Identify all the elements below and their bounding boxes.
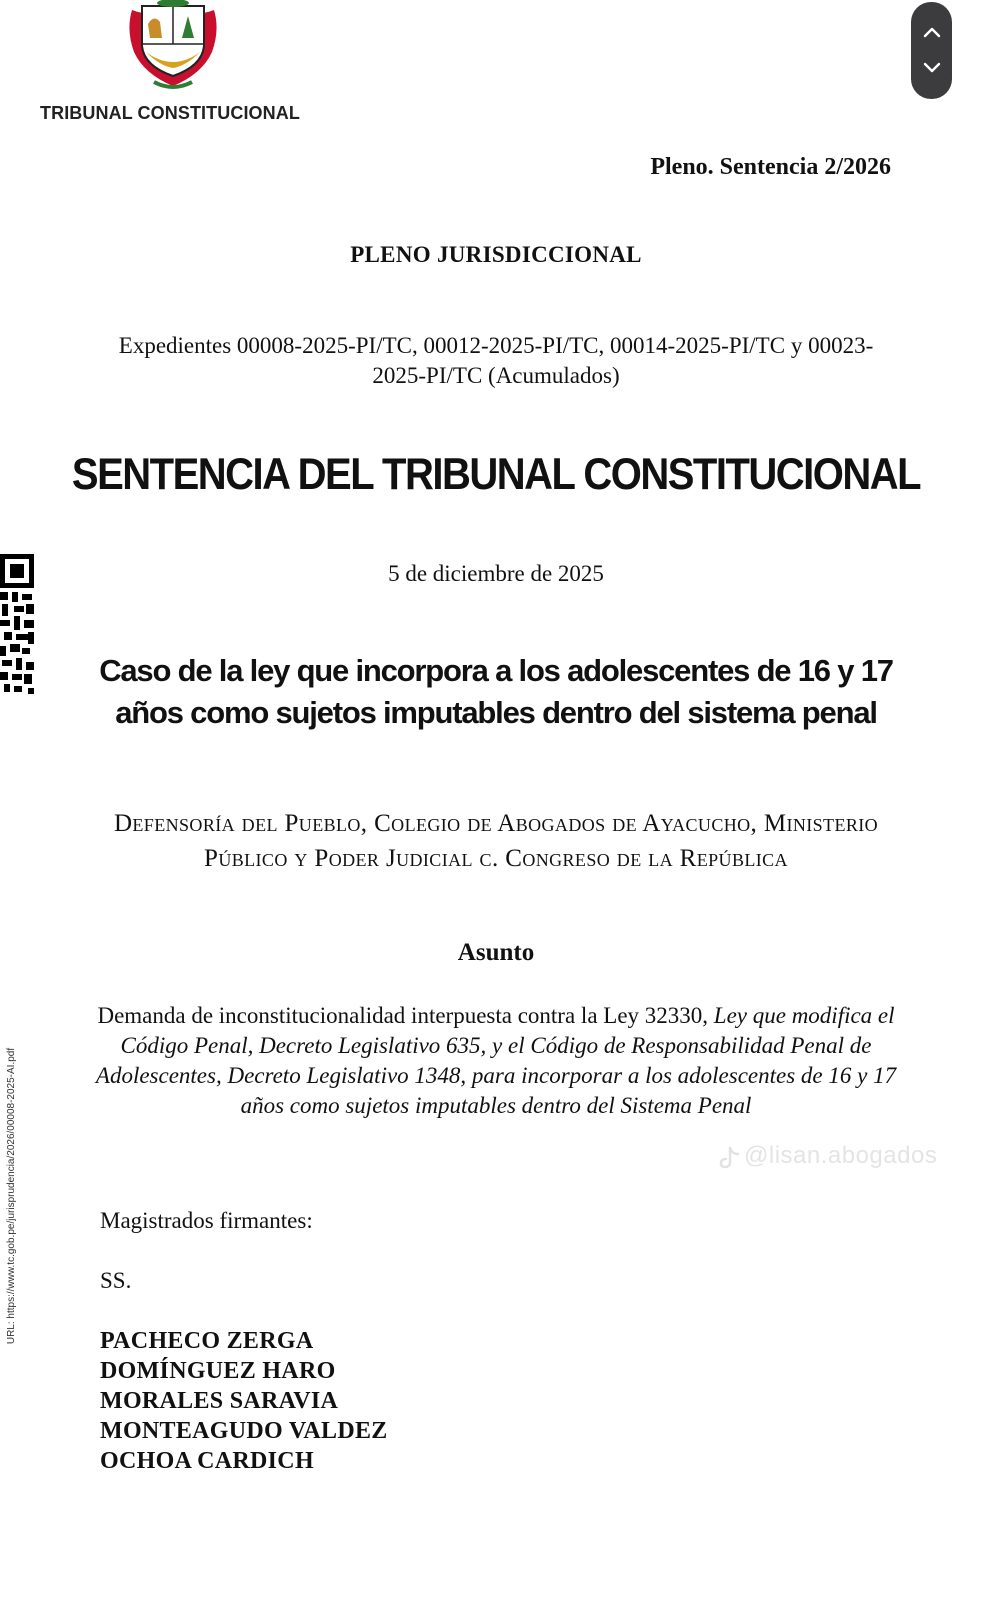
session-heading: PLENO JURISDICCIONAL: [350, 242, 642, 267]
subject-heading: Asunto: [457, 939, 535, 966]
document-title: SENTENCIA DEL TRIBUNAL CONSTITUCIONAL: [71, 450, 921, 500]
sentence-reference: Pleno. Sentencia 2/2026: [650, 154, 891, 180]
scroll-controls: [911, 2, 952, 99]
tiktok-logo-icon: [718, 1146, 740, 1170]
watermark-handle: @lisan.abogados: [744, 1142, 938, 1169]
signer-name: DOMÍNGUEZ HARO: [100, 1358, 336, 1384]
chevron-down-icon: [922, 61, 942, 75]
subject-description: [95, 1001, 897, 1121]
sentence-date: 5 de diciembre de 2025: [388, 561, 604, 586]
case-parties: Defensoría del Pueblo, Colegio de Abogados de Ayacucho, Ministerio Público y Poder Judicial c. Congreso de la República: [113, 810, 879, 872]
case-name: Caso de la ley que incorpora a los adolescentes de 16 y 17 años como sujetos imputables dentro del sistema penal: [99, 653, 893, 730]
peru-coat-of-arms-icon: [124, 0, 222, 92]
signer-name: MONTEAGUDO VALDEZ: [100, 1418, 388, 1444]
signer-name: OCHOA CARDICH: [100, 1448, 314, 1474]
subject-law-title: Ley que modifica el Código Penal, Decreto Legislativo 635, y el Código de Responsabilidad Penal de Adolescentes, Decreto Legislativo 1348, para incorporar a los adolescentes de 16 y 17 años como sujetos imputables dentro del Sistema Penal: [95, 1003, 897, 1118]
case-file-numbers: Expedientes 00008-2025-PI/TC, 00012-2025-PI/TC, 00014-2025-PI/TC y 00023-2025-PI/TC (Acumulados): [118, 333, 874, 388]
signers-list: [100, 1326, 388, 1476]
ss-abbreviation: SS.: [100, 1268, 132, 1293]
scroll-down-button[interactable]: [911, 48, 952, 88]
signers-label: Magistrados firmantes:: [100, 1208, 313, 1233]
signer-name: MORALES SARAVIA: [100, 1388, 339, 1414]
signer-name: PACHECO ZERGA: [100, 1328, 314, 1354]
scroll-up-button[interactable]: [911, 12, 952, 52]
subject-intro: Demanda de inconstitucionalidad interpuesta contra la Ley 32330,: [97, 1003, 714, 1028]
chevron-up-icon: [922, 25, 942, 39]
institution-name: TRIBUNAL CONSTITUCIONAL: [40, 103, 300, 123]
verification-url: URL: https://www.tc.gob.pe/jurisprudencia/2026/00008-2025-AI.pdf: [6, 1047, 17, 1345]
